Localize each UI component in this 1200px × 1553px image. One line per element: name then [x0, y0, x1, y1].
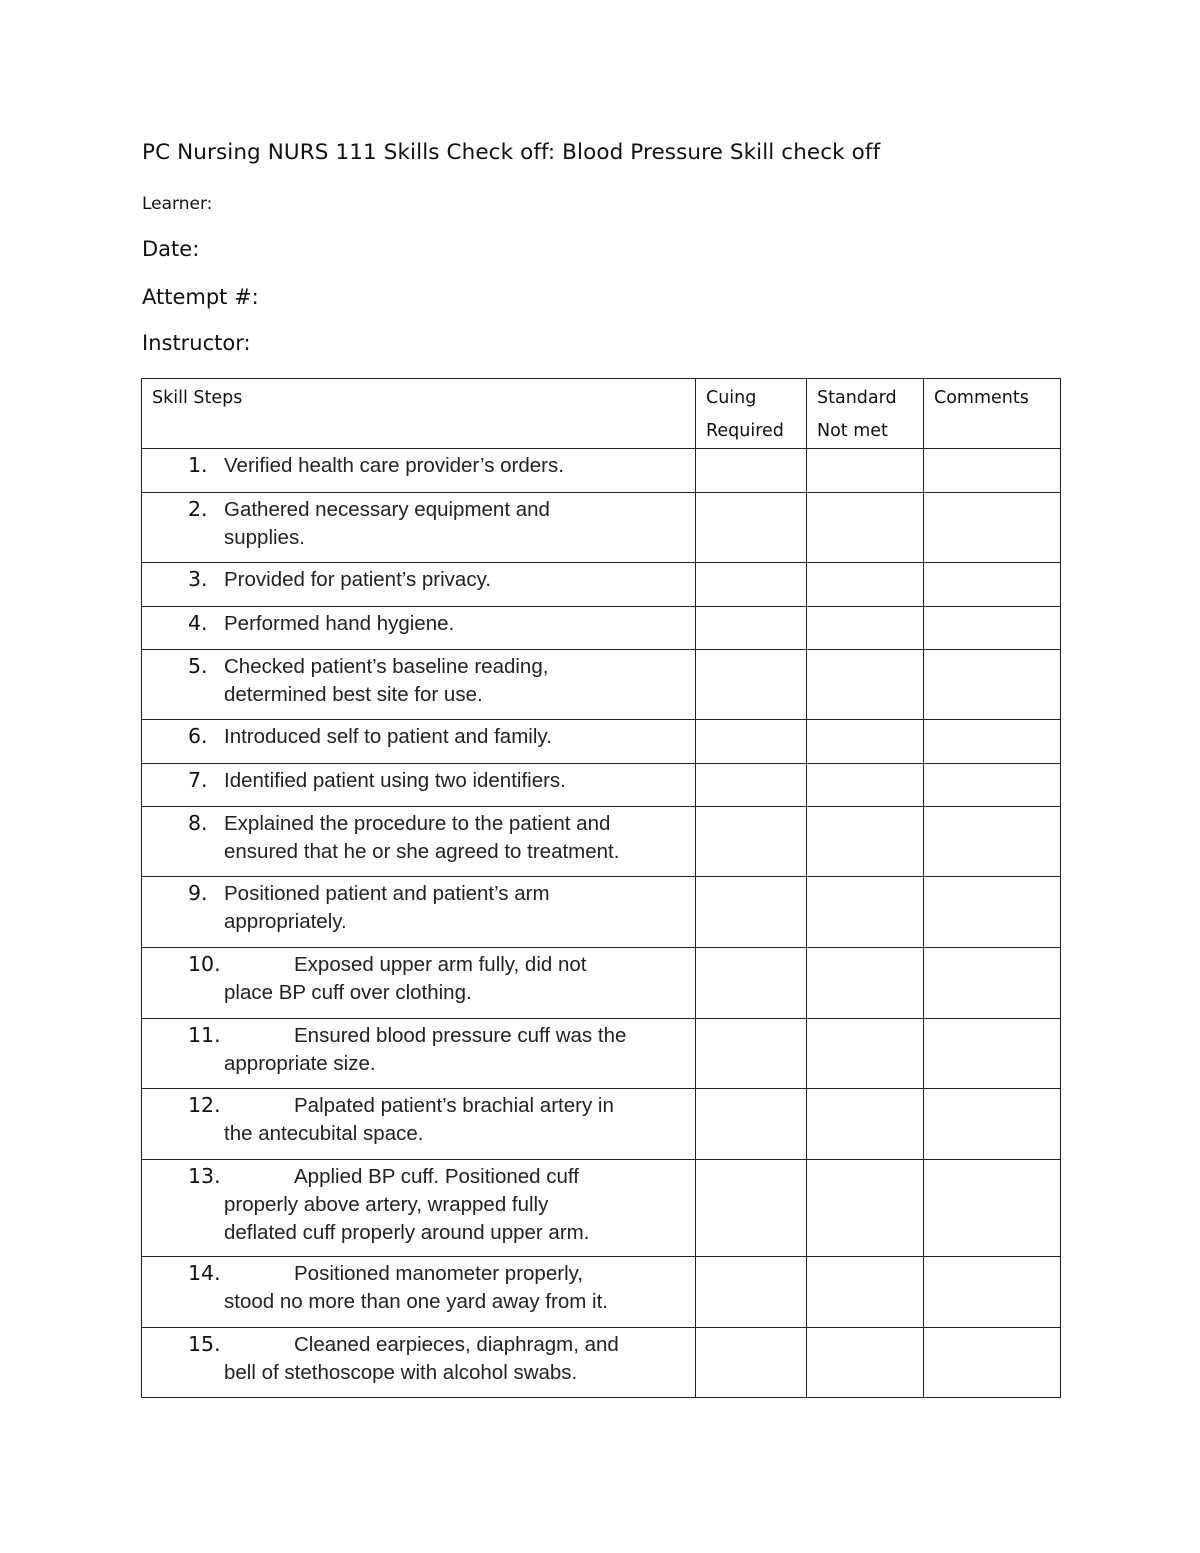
- table-row: [142, 1257, 1061, 1328]
- cuing-required-cell[interactable]: [696, 877, 807, 948]
- step-text-cont: appropriately.: [224, 910, 347, 933]
- comments-cell[interactable]: [924, 1257, 1061, 1328]
- standard-not-met-cell[interactable]: [807, 563, 924, 607]
- step-number: 11.: [188, 1023, 221, 1047]
- step-text-cont: appropriate size.: [224, 1052, 376, 1075]
- step-text-cont: bell of stethoscope with alcohol swabs.: [224, 1361, 578, 1384]
- step-cell: [142, 1328, 696, 1398]
- table-row: [142, 1160, 1061, 1257]
- step-cell: [142, 720, 696, 764]
- step-text: Ensured blood pressure cuff was the: [294, 1024, 627, 1047]
- step-cell: [142, 764, 696, 807]
- table-row: [142, 807, 1061, 877]
- attempt-label: Attempt #:: [142, 285, 259, 309]
- cuing-required-cell[interactable]: [696, 720, 807, 764]
- table-row: [142, 720, 1061, 764]
- step-number: 14.: [188, 1261, 221, 1285]
- document-title: PC Nursing NURS 111 Skills Check off: Blood Pressure Skill check off: [142, 140, 881, 165]
- standard-not-met-cell[interactable]: [807, 449, 924, 493]
- step-text: Positioned patient and patient’s arm: [224, 882, 550, 905]
- step-number: 7.: [188, 768, 208, 792]
- header-comments: [924, 379, 1061, 449]
- skills-checklist-table: [141, 378, 1061, 1398]
- table-row: [142, 1019, 1061, 1089]
- step-cell: [142, 563, 696, 607]
- standard-not-met-cell[interactable]: [807, 1328, 924, 1398]
- header-cuing-line1: Cuing: [706, 388, 757, 408]
- step-number: 12.: [188, 1093, 221, 1117]
- step-text: Introduced self to patient and family.: [224, 725, 552, 748]
- cuing-required-cell[interactable]: [696, 1160, 807, 1257]
- cuing-required-cell[interactable]: [696, 493, 807, 563]
- standard-not-met-cell[interactable]: [807, 1257, 924, 1328]
- table-row: [142, 563, 1061, 607]
- comments-cell[interactable]: [924, 720, 1061, 764]
- step-text-cont: place BP cuff over clothing.: [224, 981, 472, 1004]
- instructor-label: Instructor:: [142, 331, 251, 355]
- comments-cell[interactable]: [924, 877, 1061, 948]
- step-cell: [142, 1160, 696, 1257]
- step-number: 13.: [188, 1164, 221, 1188]
- comments-cell[interactable]: [924, 948, 1061, 1019]
- step-text-cont: ensured that he or she agreed to treatment.: [224, 840, 620, 863]
- cuing-required-cell[interactable]: [696, 1089, 807, 1160]
- cuing-required-cell[interactable]: [696, 764, 807, 807]
- step-number: 10.: [188, 952, 221, 976]
- step-number: 1.: [188, 453, 208, 477]
- step-number: 4.: [188, 611, 208, 635]
- header-standard-not-met: [807, 379, 924, 449]
- step-number: 6.: [188, 724, 208, 748]
- step-cell: [142, 807, 696, 877]
- table-row: [142, 449, 1061, 493]
- comments-cell[interactable]: [924, 1160, 1061, 1257]
- step-number: 15.: [188, 1332, 221, 1356]
- cuing-required-cell[interactable]: [696, 948, 807, 1019]
- table-header-row: [142, 379, 1061, 449]
- step-cell: [142, 449, 696, 493]
- standard-not-met-cell[interactable]: [807, 1160, 924, 1257]
- step-cell: [142, 877, 696, 948]
- learner-label: Learner:: [142, 194, 213, 214]
- standard-not-met-cell[interactable]: [807, 720, 924, 764]
- step-text-cont: properly above artery, wrapped fully: [224, 1193, 549, 1216]
- step-cell: [142, 1257, 696, 1328]
- standard-not-met-cell[interactable]: [807, 877, 924, 948]
- cuing-required-cell[interactable]: [696, 807, 807, 877]
- step-text: Checked patient’s baseline reading,: [224, 655, 549, 678]
- cuing-required-cell[interactable]: [696, 607, 807, 650]
- standard-not-met-cell[interactable]: [807, 764, 924, 807]
- comments-cell[interactable]: [924, 764, 1061, 807]
- step-number: 8.: [188, 811, 208, 835]
- table-row: [142, 493, 1061, 563]
- comments-cell[interactable]: [924, 493, 1061, 563]
- table-row: [142, 1328, 1061, 1398]
- step-text-cont: stood no more than one yard away from it.: [224, 1290, 609, 1313]
- table-row: [142, 764, 1061, 807]
- comments-cell[interactable]: [924, 449, 1061, 493]
- step-number: 3.: [188, 567, 208, 591]
- comments-cell[interactable]: [924, 807, 1061, 877]
- step-text: Cleaned earpieces, diaphragm, and: [294, 1333, 619, 1356]
- step-cell: [142, 1019, 696, 1089]
- step-text: Explained the procedure to the patient and: [224, 812, 611, 835]
- table-row: [142, 650, 1061, 720]
- table-row: [142, 877, 1061, 948]
- header-cuing-required: [696, 379, 807, 449]
- standard-not-met-cell[interactable]: [807, 1019, 924, 1089]
- header-skill-steps-label: Skill Steps: [152, 388, 243, 408]
- cuing-required-cell[interactable]: [696, 563, 807, 607]
- step-cell: [142, 493, 696, 563]
- step-text: Provided for patient’s privacy.: [224, 568, 492, 591]
- header-standard-line2: Not met: [817, 421, 888, 441]
- step-text-cont: determined best site for use.: [224, 683, 483, 706]
- standard-not-met-cell[interactable]: [807, 807, 924, 877]
- comments-cell[interactable]: [924, 650, 1061, 720]
- step-text: Gathered necessary equipment and: [224, 498, 550, 521]
- date-label: Date:: [142, 237, 200, 261]
- table-row: [142, 607, 1061, 650]
- step-text: Applied BP cuff. Positioned cuff: [294, 1165, 579, 1188]
- step-text: Performed hand hygiene.: [224, 612, 455, 635]
- cuing-required-cell[interactable]: [696, 449, 807, 493]
- standard-not-met-cell[interactable]: [807, 1089, 924, 1160]
- step-text: Identified patient using two identifiers.: [224, 769, 566, 792]
- comments-cell[interactable]: [924, 607, 1061, 650]
- cuing-required-cell[interactable]: [696, 1328, 807, 1398]
- step-text-cont: deflated cuff properly around upper arm.: [224, 1221, 590, 1244]
- step-number: 9.: [188, 881, 208, 905]
- step-text: Exposed upper arm fully, did not: [294, 953, 587, 976]
- comments-cell[interactable]: [924, 1089, 1061, 1160]
- comments-cell[interactable]: [924, 1328, 1061, 1398]
- standard-not-met-cell[interactable]: [807, 650, 924, 720]
- step-text: Verified health care provider’s orders.: [224, 454, 564, 477]
- cuing-required-cell[interactable]: [696, 1257, 807, 1328]
- step-number: 2.: [188, 497, 208, 521]
- header-comments-label: Comments: [934, 388, 1029, 408]
- step-cell: [142, 1089, 696, 1160]
- step-text: Positioned manometer properly,: [294, 1262, 584, 1285]
- step-number: 5.: [188, 654, 208, 678]
- table-row: [142, 1089, 1061, 1160]
- cuing-required-cell[interactable]: [696, 650, 807, 720]
- header-skill-steps: [142, 379, 696, 449]
- standard-not-met-cell[interactable]: [807, 948, 924, 1019]
- step-cell: [142, 607, 696, 650]
- step-cell: [142, 650, 696, 720]
- comments-cell[interactable]: [924, 1019, 1061, 1089]
- step-text: Palpated patient’s brachial artery in: [294, 1094, 614, 1117]
- step-text-cont: supplies.: [224, 526, 305, 549]
- standard-not-met-cell[interactable]: [807, 493, 924, 563]
- table-row: [142, 948, 1061, 1019]
- step-text-cont: the antecubital space.: [224, 1122, 424, 1145]
- standard-not-met-cell[interactable]: [807, 607, 924, 650]
- header-cuing-line2: Required: [706, 421, 784, 441]
- header-standard-line1: Standard: [817, 388, 897, 408]
- comments-cell[interactable]: [924, 563, 1061, 607]
- step-cell: [142, 948, 696, 1019]
- cuing-required-cell[interactable]: [696, 1019, 807, 1089]
